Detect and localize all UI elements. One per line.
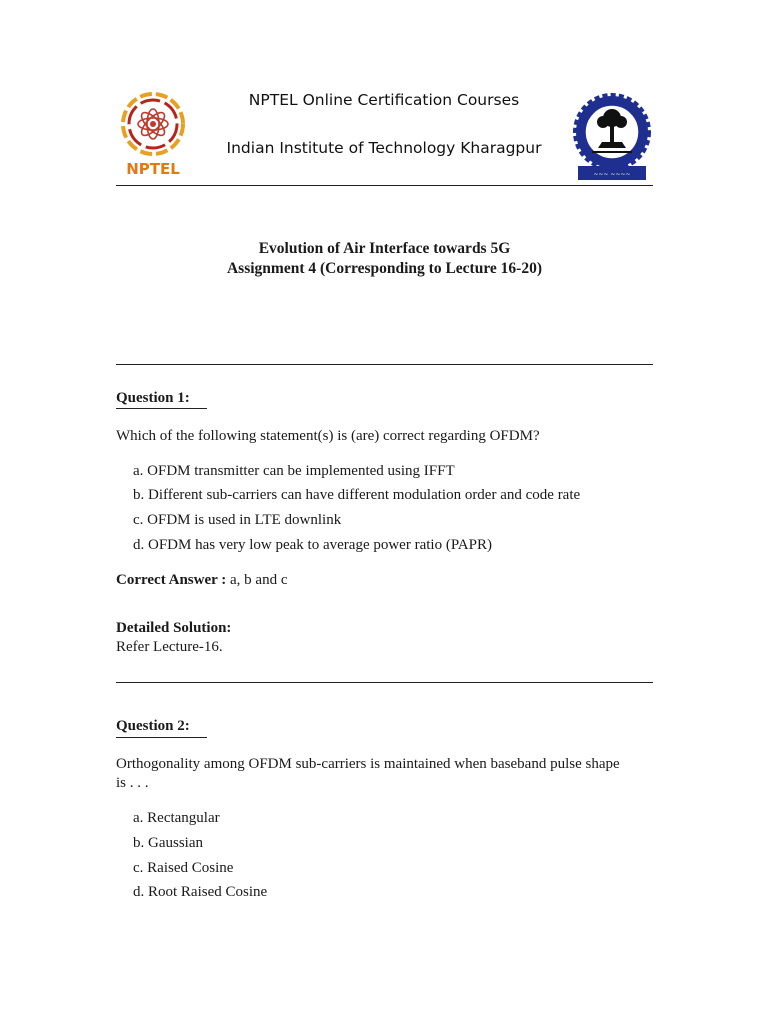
assignment-title: Assignment 4 (Corresponding to Lecture 16-20): [226, 260, 542, 277]
nptel-logo-text: NPTEL: [126, 160, 180, 178]
header-line-1: NPTEL Online Certification Courses: [248, 91, 520, 109]
question-2-text-line-1: Orthogonality among OFDM sub-carriers is maintained when baseband pulse shape: [116, 756, 620, 772]
svg-text:~~~ ~~~~: ~~~ ~~~~: [593, 171, 631, 178]
question-2-text-line-2: is . . .: [116, 775, 149, 791]
question-1-answer: [116, 572, 287, 589]
question-2-option-d: d. Root Raised Cosine: [133, 884, 268, 900]
course-title: Evolution of Air Interface towards 5G: [258, 240, 511, 257]
question-2-option-c: c. Raised Cosine: [133, 860, 234, 876]
solution-text: Refer Lecture-16.: [116, 639, 223, 655]
question-2-heading: Question 2:: [116, 718, 190, 734]
question-1-option-b: b. Different sub-carriers can have different modulation order and code rate: [133, 487, 581, 503]
question-1-option-d: d. OFDM has very low peak to average power ratio (PAPR): [133, 537, 492, 553]
iit-kharagpur-logo: [572, 92, 652, 182]
question-2-option-b: b. Gaussian: [133, 835, 203, 851]
nptel-logo: [117, 86, 189, 178]
answer-value: a, b and c: [230, 572, 288, 588]
question-1-underline: [116, 408, 207, 409]
question-2-underline: [116, 737, 207, 738]
solution-label: Detailed Solution:: [116, 620, 232, 636]
header-rule: [116, 185, 653, 186]
question-1-heading: Question 1:: [116, 390, 190, 406]
section-rule-2: [116, 682, 653, 683]
question-1-option-a: a. OFDM transmitter can be implemented using IFFT: [133, 463, 455, 479]
header-line-2: Indian Institute of Technology Kharagpur: [226, 139, 542, 157]
question-1-option-c: c. OFDM is used in LTE downlink: [133, 512, 342, 528]
answer-label: Correct Answer :: [116, 572, 227, 588]
question-1-text: Which of the following statement(s) is (are) correct regarding OFDM?: [116, 428, 540, 444]
question-2-option-a: a. Rectangular: [133, 810, 220, 826]
section-rule: [116, 364, 653, 365]
